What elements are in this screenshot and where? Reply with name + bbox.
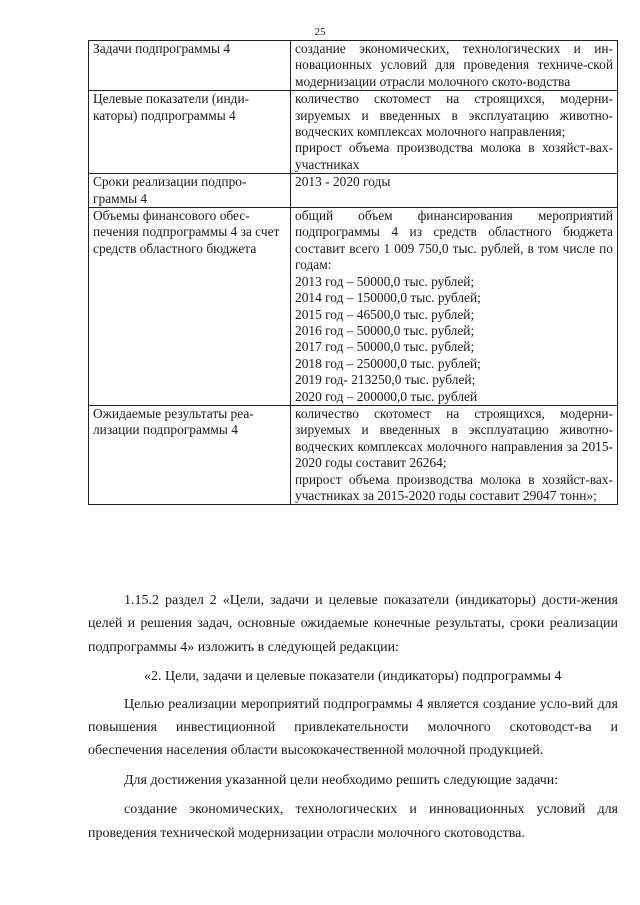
value-line: 2020 год – 200000,0 тыс. рублей: [295, 388, 478, 404]
row-value: [291, 174, 618, 208]
row-value: [291, 405, 618, 504]
value-line: количество скотомест на строящихся, модерни-зируемых и введенных в эксплуатацию животно-водческих комплексах молочного направления за 2015-2020 годы составит 26264;: [295, 405, 613, 471]
row-label: Объемы финансового обес-печения подпрограммы 4 за счет средств областного бюджета: [89, 208, 291, 406]
paragraph-goal: Целью реализации мероприятий подпрограммы 4 является создание усло-вий для повышения инвестиционной привлекательности молочного скотоводст-ва и обеспечения населения области высококачественной молочной продукцией.: [88, 696, 618, 759]
value-line: создание экономических, технологических и ин-новационных условий для проведения техниче-ской модернизации отрасли молочного ското-водства: [295, 41, 613, 89]
paragraph-amendment: 1.15.2 раздел 2 «Цели, задачи и целевые показатели (индикаторы) дости-жения целей и решения задач, основные ожидаемые конечные результаты, сроки реализации подпрограммы 4» изложить в следующей редакции:: [88, 593, 618, 655]
table-row: [89, 174, 618, 208]
paragraph-task: создание экономических, технологических и инновационных условий для проведения технической модернизации отрасли молочного скотоводства.: [88, 802, 618, 841]
row-label: Задачи подпрограммы 4: [89, 41, 291, 91]
value-line: прирост объема производства молока в хозяйст-вах-участниках: [295, 140, 613, 172]
body-text: [88, 589, 618, 845]
row-value: [291, 91, 618, 174]
value-line: 2014 год – 150000,0 тыс. рублей;: [295, 290, 481, 306]
value-line: количество скотомест на строящихся, модерни-зируемых и введенных в эксплуатацию животно-водческих комплексах молочного направления;: [295, 91, 613, 140]
value-line: 2015 год – 46500,0 тыс. рублей;: [295, 306, 475, 322]
page-number: 25: [314, 26, 326, 38]
value-line: 2018 год – 250000,0 тыс. рублей;: [295, 355, 481, 371]
row-value: [291, 208, 618, 406]
value-line: общий объем финансирования мероприятий подпрограммы 4 из средств областного бюджета составит всего 1 009 750,0 тыс. рублей, в том числе по годам:: [295, 208, 613, 273]
paragraph-tasks-intro: Для достижения указанной цели необходимо решить следующие задачи:: [124, 772, 559, 788]
row-label: Целевые показатели (инди-каторы) подпрограммы 4: [89, 91, 291, 174]
row-label: Ожидаемые результаты реа-лизации подпрограммы 4: [89, 405, 291, 504]
table-row: [89, 91, 618, 174]
section-heading: «2. Цели, задачи и целевые показатели (индикаторы) подпрограммы 4: [144, 669, 562, 685]
value-line: 2013 - 2020 годы: [295, 174, 391, 190]
value-line: 2019 год- 213250,0 тыс. рублей;: [295, 372, 476, 388]
table-row: [89, 41, 618, 91]
value-line: 2017 год – 50000,0 тыс. рублей;: [295, 339, 475, 355]
value-line: 2016 год – 50000,0 тыс. рублей;: [295, 322, 475, 338]
value-line: прирост объема производства молока в хозяйст-вах-участниках за 2015-2020 годы составит 29047 тонн»;: [295, 471, 613, 503]
row-value: [291, 41, 618, 91]
subprogram-passport-table: [88, 40, 618, 505]
value-line: 2013 год – 50000,0 тыс. рублей;: [295, 273, 475, 289]
table-row: [89, 208, 618, 406]
table-row: [89, 405, 618, 504]
row-label: Сроки реализации подпро-граммы 4: [89, 174, 291, 208]
